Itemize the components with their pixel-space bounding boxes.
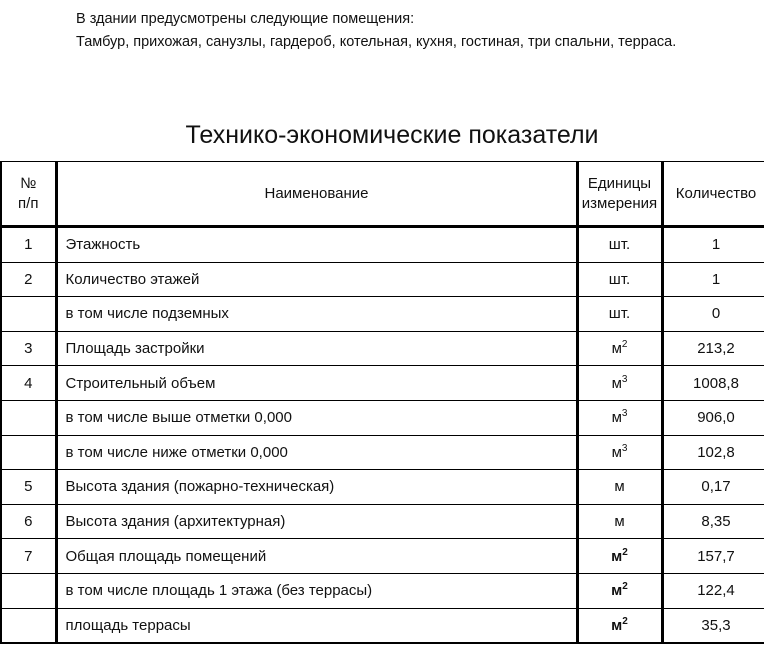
unit-exponent: 2 xyxy=(622,581,628,593)
cell-qty: 0 xyxy=(662,297,764,332)
unit-exponent: 2 xyxy=(622,546,628,558)
unit-text: м xyxy=(611,616,623,634)
table-row xyxy=(1,470,764,505)
table-row xyxy=(1,573,764,608)
unit-text: шт. xyxy=(608,305,631,323)
unit-exponent: 3 xyxy=(621,408,628,420)
table-row xyxy=(1,227,764,263)
unit-text: м xyxy=(611,582,623,600)
header-qty: Количество xyxy=(662,162,764,227)
cell-name: Этажность xyxy=(56,227,577,263)
cell-qty: 906,0 xyxy=(662,400,764,435)
unit-text: м xyxy=(611,374,622,392)
cell-name: в том числе выше отметки 0,000 xyxy=(56,400,577,435)
table-row xyxy=(1,539,764,574)
cell-num xyxy=(1,400,56,435)
cell-num: 3 xyxy=(1,331,56,366)
cell-qty: 8,35 xyxy=(662,504,764,539)
cell-name: в том числе подземных xyxy=(56,297,577,332)
unit-exponent: 3 xyxy=(621,373,628,385)
cell-unit xyxy=(577,297,662,332)
table-row xyxy=(1,400,764,435)
cell-qty: 1 xyxy=(662,262,764,297)
cell-qty: 213,2 xyxy=(662,331,764,366)
table-body xyxy=(1,227,764,644)
table-row xyxy=(1,608,764,643)
intro-text xyxy=(76,8,676,54)
unit-exponent: 2 xyxy=(622,615,628,627)
cell-name: площадь террасы xyxy=(56,608,577,643)
table-header xyxy=(1,162,764,227)
header-num-line1: № xyxy=(20,174,37,192)
cell-name: Общая площадь помещений xyxy=(56,539,577,574)
cell-qty: 1008,8 xyxy=(662,366,764,401)
unit-exponent: 3 xyxy=(621,442,628,454)
cell-qty: 1 xyxy=(662,227,764,263)
cell-num xyxy=(1,435,56,470)
header-unit xyxy=(577,162,662,227)
cell-num xyxy=(1,608,56,643)
cell-unit xyxy=(577,573,662,608)
unit-text: м xyxy=(611,409,622,427)
cell-qty: 35,3 xyxy=(662,608,764,643)
header-num xyxy=(1,162,56,227)
intro-line-1: В здании предусмотрены следующие помещения: xyxy=(76,11,415,27)
cell-unit xyxy=(577,470,662,505)
cell-num xyxy=(1,297,56,332)
cell-num xyxy=(1,573,56,608)
table-row xyxy=(1,331,764,366)
cell-name: Строительный объем xyxy=(56,366,577,401)
cell-name: Количество этажей xyxy=(56,262,577,297)
table-row xyxy=(1,366,764,401)
cell-qty: 157,7 xyxy=(662,539,764,574)
cell-unit xyxy=(577,400,662,435)
cell-name: Высота здания (архитектурная) xyxy=(56,504,577,539)
intro-line-2: Тамбур, прихожая, санузлы, гардероб, котельная, кухня, гостиная, три спальни, терраса. xyxy=(76,34,677,50)
unit-text: м xyxy=(614,513,625,531)
cell-unit xyxy=(577,504,662,539)
page-title: Технико-экономические показатели xyxy=(185,121,599,149)
cell-unit xyxy=(577,262,662,297)
header-num-line2: п/п xyxy=(18,194,39,212)
cell-num: 4 xyxy=(1,366,56,401)
table-row xyxy=(1,435,764,470)
indicators-table xyxy=(0,161,764,644)
cell-qty: 0,17 xyxy=(662,470,764,505)
cell-unit xyxy=(577,435,662,470)
unit-exponent: 2 xyxy=(621,339,628,351)
unit-text: шт. xyxy=(608,270,631,288)
cell-unit xyxy=(577,227,662,263)
table-row xyxy=(1,297,764,332)
cell-num: 6 xyxy=(1,504,56,539)
cell-num: 2 xyxy=(1,262,56,297)
header-unit-line2: измерения xyxy=(581,194,658,212)
cell-qty: 122,4 xyxy=(662,573,764,608)
table-row xyxy=(1,504,764,539)
unit-text: м xyxy=(611,547,623,565)
header-name: Наименование xyxy=(56,162,577,227)
cell-num: 1 xyxy=(1,227,56,263)
unit-text: шт. xyxy=(608,236,631,254)
cell-unit xyxy=(577,539,662,574)
cell-qty: 102,8 xyxy=(662,435,764,470)
unit-text: м xyxy=(611,340,622,358)
cell-name: Площадь застройки xyxy=(56,331,577,366)
cell-name: в том числе ниже отметки 0,000 xyxy=(56,435,577,470)
cell-num: 7 xyxy=(1,539,56,574)
header-unit-line1: Единицы xyxy=(587,174,652,192)
cell-num: 5 xyxy=(1,470,56,505)
cell-name: в том числе площадь 1 этажа (без террасы) xyxy=(56,573,577,608)
unit-text: м xyxy=(614,478,625,496)
cell-unit xyxy=(577,608,662,643)
cell-unit xyxy=(577,331,662,366)
cell-unit xyxy=(577,366,662,401)
unit-text: м xyxy=(611,443,622,461)
cell-name: Высота здания (пожарно-техническая) xyxy=(56,470,577,505)
table-row xyxy=(1,262,764,297)
